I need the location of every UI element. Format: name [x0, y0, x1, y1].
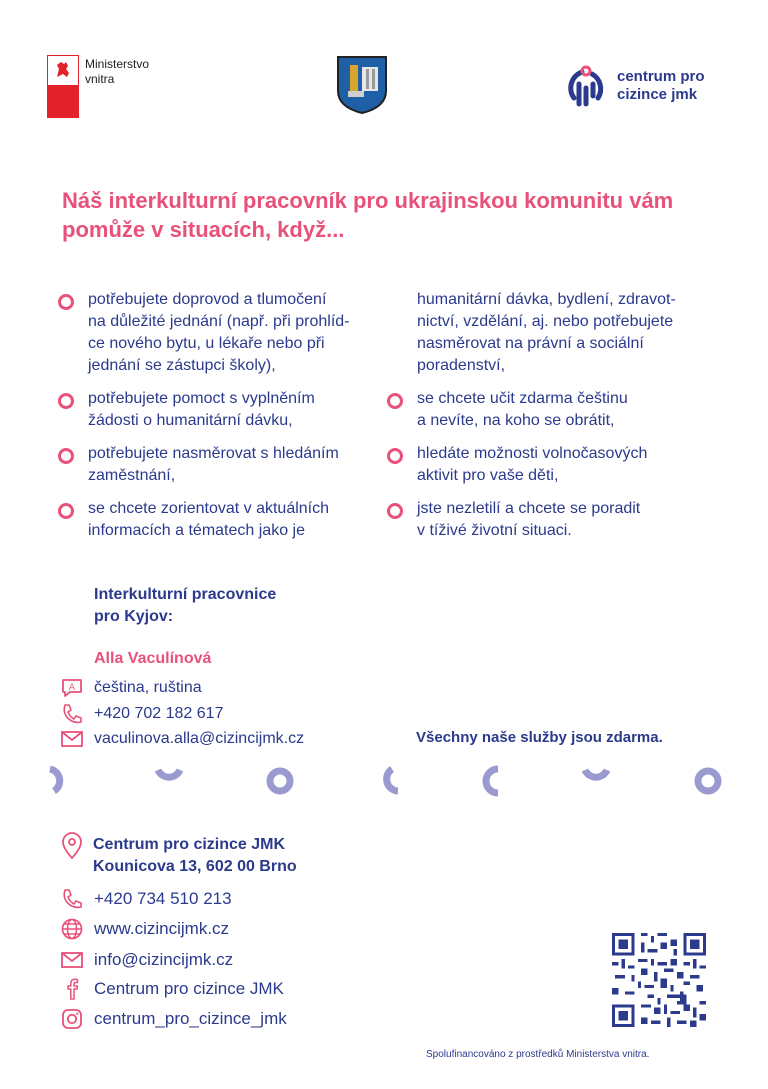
- contact-languages-row: A čeština, ruština: [60, 676, 202, 700]
- ministry-logo-text: Ministerstvo vnitra: [85, 57, 150, 86]
- lion-icon: [51, 59, 75, 81]
- ring-bullet-icon: [387, 503, 403, 519]
- bullet-list-right: [387, 289, 717, 553]
- ministry-logo: [47, 55, 79, 118]
- instagram-icon: [60, 1007, 84, 1031]
- ring-bullet-icon: [387, 448, 403, 464]
- qr-code[interactable]: [612, 933, 706, 1027]
- globe-icon: [60, 917, 84, 941]
- centrum-logo-text: centrum pro cizince jmk: [617, 68, 705, 103]
- center-address: Centrum pro cizince JMK Kounicova 13, 602 00 Brno: [93, 836, 297, 875]
- footer-phone[interactable]: +420 734 510 213: [94, 889, 232, 908]
- page-heading: Náš interkulturní pracovník pro ukrajinskou komunitu vám pomůže v situacích, když...: [62, 188, 674, 242]
- bullet-list-left: [58, 289, 373, 553]
- list-item-continuation: humanitární dávka, bydlení, zdravot- nictví, vzdělání, aj. nebo potřebujete nasměrovat na právní a sociální poradenství,: [417, 291, 676, 374]
- phone-icon: [60, 702, 84, 726]
- list-item: se chcete zorientovat v aktuálních informacích a tématech jako je: [58, 498, 373, 542]
- footer-email[interactable]: info@cizincijmk.cz: [94, 950, 234, 969]
- mail-icon: [60, 727, 84, 751]
- contact-title: Interkulturní pracovnice pro Kyjov:: [94, 586, 277, 625]
- contact-phone-row[interactable]: [60, 702, 223, 726]
- footer-instagram-row[interactable]: [60, 1007, 287, 1031]
- list-item: potřebujete pomoct s vyplněním žádosti o humanitární dávku,: [58, 388, 373, 432]
- centrum-logo-icon: [564, 64, 608, 108]
- mail-icon: [60, 948, 84, 972]
- list-item: se chcete učit zdarma češtinu a nevíte, na koho se obrátit,: [387, 388, 717, 432]
- chat-a-icon: [60, 676, 84, 700]
- footer-instagram-link[interactable]: centrum_pro_cizince_jmk: [94, 1009, 287, 1028]
- footer-web-row[interactable]: [60, 917, 229, 941]
- svg-text:A: A: [68, 683, 76, 693]
- list-item: potřebujete doprovod a tlumočení na důležité jednání (např. při prohlíd- ce nového bytu, u lékaře nebo při jednání se zástupci školy),: [58, 289, 373, 377]
- list-item: potřebujete nasměrovat s hledáním zaměstnání,: [58, 443, 373, 487]
- cofunding-note: Spolufinancováno z prostředků Ministerstva vnitra.: [426, 1049, 650, 1060]
- decorative-circles: [40, 760, 740, 800]
- contact-phone[interactable]: +420 702 182 617: [94, 705, 224, 722]
- footer-email-row[interactable]: [60, 948, 233, 972]
- ring-bullet-icon: [58, 393, 74, 409]
- list-item: jste nezletilí a chcete se poradit v tíživé životní situaci.: [387, 498, 717, 542]
- ring-bullet-icon: [58, 294, 74, 310]
- footer-website-link[interactable]: www.cizincijmk.cz: [94, 919, 230, 938]
- town-crest-icon: [336, 55, 388, 115]
- contact-email[interactable]: vaculinova.alla@cizincijmk.cz: [94, 730, 305, 747]
- footer-facebook-link[interactable]: Centrum pro cizince JMK: [94, 979, 284, 998]
- contact-email-row[interactable]: [60, 727, 304, 751]
- contact-name: Alla Vaculínová: [94, 650, 212, 667]
- map-pin-icon: [60, 832, 84, 860]
- list-item: hledáte možnosti volnočasových aktivit pro vaše děti,: [387, 443, 717, 487]
- footer-phone-row[interactable]: [60, 887, 232, 911]
- footer-facebook-row[interactable]: [60, 977, 284, 1001]
- free-services-note: Všechny naše služby jsou zdarma.: [416, 729, 663, 746]
- ring-bullet-icon: [58, 448, 74, 464]
- ring-bullet-icon: [387, 393, 403, 409]
- ring-bullet-icon: [58, 503, 74, 519]
- facebook-icon: [60, 977, 84, 1001]
- phone-icon: [60, 887, 84, 911]
